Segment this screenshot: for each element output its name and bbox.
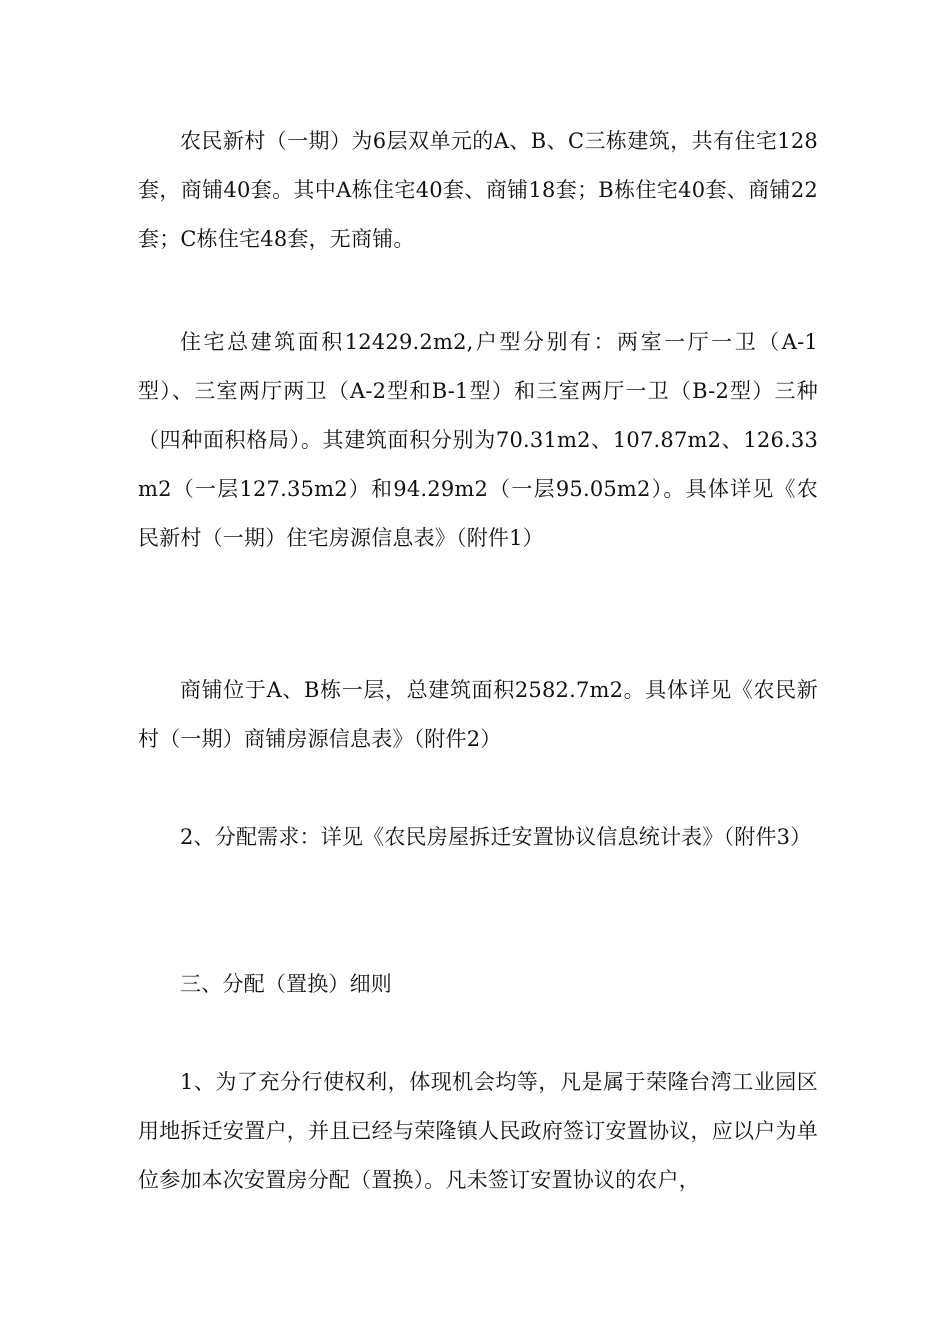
paragraph-shops: 商铺位于A、B栋一层，总建筑面积2582.7m2。具体详见《农民新村（一期）商铺房源信息表》（附件2）: [138, 678, 818, 751]
section-heading-allocation-rules: 三、分配（置换）细则: [180, 972, 392, 996]
paragraph-project-overview: 农民新村（一期）为6层双单元的A、B、C三栋建筑，共有住宅128套，商铺40套。其中A栋住宅40套、商铺18套；B栋住宅40套、商铺22套；C栋住宅48套，无商铺。: [138, 129, 818, 251]
paragraph-allocation-demand: 2、分配需求：详见《农民房屋拆迁安置协议信息统计表》（附件3）: [180, 825, 812, 849]
paragraph-rule-1: 1、为了充分行使权利，体现机会均等，凡是属于荣隆台湾工业园区用地拆迁安置户，并且已经与荣隆镇人民政府签订安置协议，应以户为单位参加本次安置房分配（置换）。凡未签订安置协议的农户，: [138, 1070, 818, 1192]
paragraph-residential-area: 住宅总建筑面积12429.2m2,户型分别有：两室一厅一卫（A-1型）、三室两厅两卫（A-2型和B-1型）和三室两厅一卫（B-2型）三种（四种面积格局）。其建筑面积分别为70.31m2、107.87m2、126.33m2（一层127.35m2）和94.29m2（一层95.05m2）。具体详见《农民新村（一期）住宅房源信息表》（附件1）: [138, 330, 818, 550]
